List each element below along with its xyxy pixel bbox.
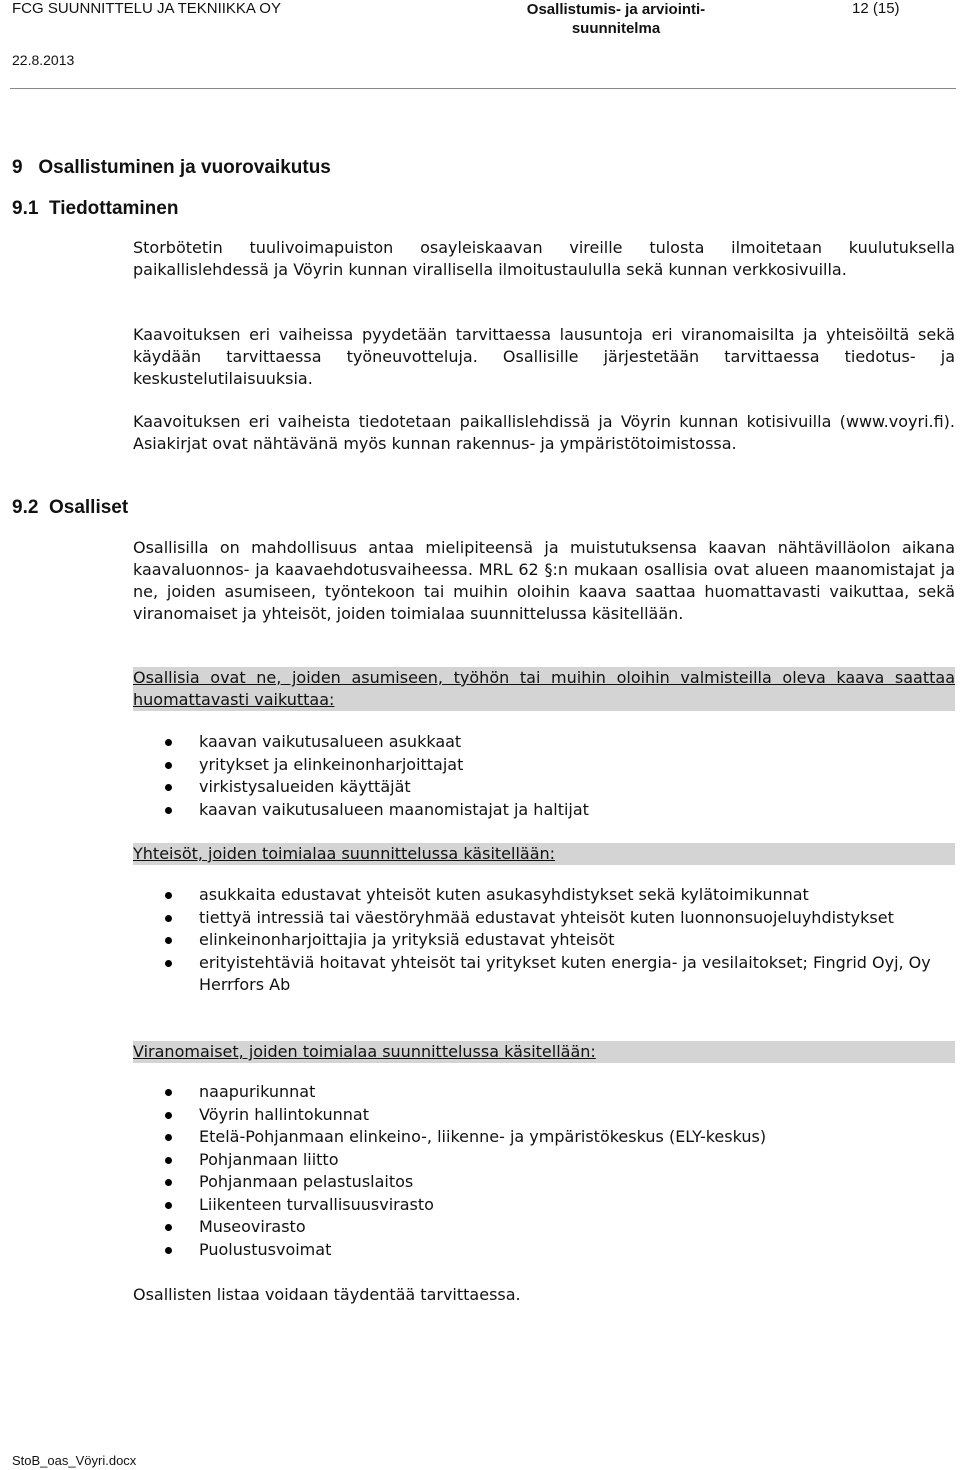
list-item-text: tiettyä intressiä tai väestöryhmää edustavat yhteisöt kuten luonnonsuojeluyhdistykset [199,907,894,927]
bullet-icon [165,807,172,814]
list-item [133,1216,955,1239]
header-date: 22.8.2013 [12,52,75,68]
bullet-icon [165,937,172,944]
list-item-text: elinkeinonharjoittajia ja yrityksiä edustavat yhteisöt [199,930,615,949]
list-item-text: naapurikunnat [199,1082,316,1101]
list-item-text: Pohjanmaan liitto [199,1149,339,1169]
band-heading-communities: Yhteisöt, joiden toimialaa suunnittelussa käsitellään: [133,843,955,865]
list-item [133,1171,955,1194]
paragraph-publication: Kaavoituksen eri vaiheista tiedotetaan paikallislehdissä ja Vöyrin kunnan kotisivuilla (www.voyri.fi). Asiakirjat ovat nähtävänä myös kunnan rakennus- ja ympäristötoimistossa. [133,412,955,453]
header-document-title: Osallistumis- ja arviointi-suunnitelma [526,1,706,37]
band-heading-authorities: Viranomaiset, joiden toimialaa suunnittelussa käsitellään: [133,1041,955,1063]
bullet-icon [165,1202,172,1209]
header-page-number: 12 (15) [852,0,900,17]
list-item-text: yritykset ja elinkeinonharjoittajat [199,754,464,774]
list-item [133,754,955,777]
bullet-icon [165,1089,172,1096]
bullet-icon [165,784,172,791]
list-item-text: Pohjanmaan pelastuslaitos [199,1172,414,1191]
bullet-icon [165,762,172,769]
bullet-icon [165,1179,172,1186]
footer-filename: StoB_oas_Vöyri.docx [12,1453,137,1468]
list-item [133,952,955,997]
list-item [133,1239,955,1262]
paragraph-closing: Osallisten listaa voidaan täydentää tarvittaessa. [133,1285,521,1304]
list-item-text: kaavan vaikutusalueen asukkaat [199,732,462,751]
section-heading-9: 9 Osallistuminen ja vuorovaikutus [12,157,331,178]
paragraph-stakeholders: Osallisilla on mahdollisuus antaa mielipiteensä ja muistutuksensa kaavan nähtävilläolon aikana kaavaluonnos- ja kaavaehdotusvaiheessa. MRL 62 §:n mukaan osallisia ovat alueen maanomistajat ja ne, joiden asumiseen, työntekoon tai muihin oloihin kaava saattaa huomattavasti vaikuttaa, sekä viranomaiset ja yhteisöt, joiden toimialaa suunnittelussa käsitellään. [133,538,955,623]
band-heading-affected: Osallisia ovat ne, joiden asumiseen, työhön tai muihin oloihin valmisteilla oleva kaava saattaa huomattavasti vaikuttaa: [133,668,955,709]
list-item-text: Museovirasto [199,1217,306,1236]
bullet-icon [165,1224,172,1231]
list-item-text: Vöyrin hallintokunnat [199,1104,369,1124]
list-item [133,1104,955,1127]
list-item-text: kaavan vaikutusalueen maanomistajat ja haltijat [199,799,589,819]
list-item-text: Liikenteen turvallisuusvirasto [199,1194,434,1214]
bullet-icon [165,915,172,922]
bullet-icon [165,739,172,746]
list-item [133,907,955,930]
list-item [133,731,955,754]
list-item [133,1126,955,1149]
list-item-text: erityistehtäviä hoitavat yhteisöt tai yritykset kuten energia- ja vesilaitokset; Fingrid Oyj, Oy Herrfors Ab [199,952,931,994]
list-item [133,776,955,799]
list-item-text: asukkaita edustavat yhteisöt kuten asukasyhdistykset sekä kylätoimikunnat [199,885,809,904]
list-item-text: virkistysalueiden käyttäjät [199,777,411,796]
section-heading-9-1: 9.1 Tiedottaminen [12,198,179,219]
bullet-icon [165,1134,172,1141]
bullet-icon [165,1157,172,1164]
paragraph-announcement: Storbötetin tuulivoimapuiston osayleiskaavan vireille tulosta ilmoitetaan kuulutuksella paikallislehdessä ja Vöyrin kunnan virallisella ilmoitustaululla sekä kunnan verkkosivuilla. [133,238,955,279]
list-item-text: Etelä-Pohjanmaan elinkeino-, liikenne- ja ympäristökeskus (ELY-keskus) [199,1127,767,1146]
list-item [133,799,955,822]
bullet-icon [165,1112,172,1119]
list-item [133,884,955,907]
bullet-icon [165,892,172,899]
list-item-text: Puolustusvoimat [199,1239,332,1259]
header-divider [10,88,956,89]
list-item [133,1149,955,1172]
header-company: FCG SUUNNITTELU JA TEKNIIKKA OY [12,0,281,17]
paragraph-statements: Kaavoituksen eri vaiheissa pyydetään tarvittaessa lausuntoja eri viranomaisilta ja yhteisöiltä sekä käydään tarvittaessa työneuvotteluja. Osallisille järjestetään tarvittaessa tiedotus- ja keskustelutilaisuuksia. [133,325,955,388]
list-authorities [133,1081,955,1261]
bullet-icon [165,960,172,967]
list-item [133,1194,955,1217]
bullet-icon [165,1247,172,1254]
list-item [133,1081,955,1104]
list-communities [133,884,955,997]
section-heading-9-2: 9.2 Osalliset [12,497,129,518]
list-item [133,929,955,952]
list-affected [133,731,955,821]
